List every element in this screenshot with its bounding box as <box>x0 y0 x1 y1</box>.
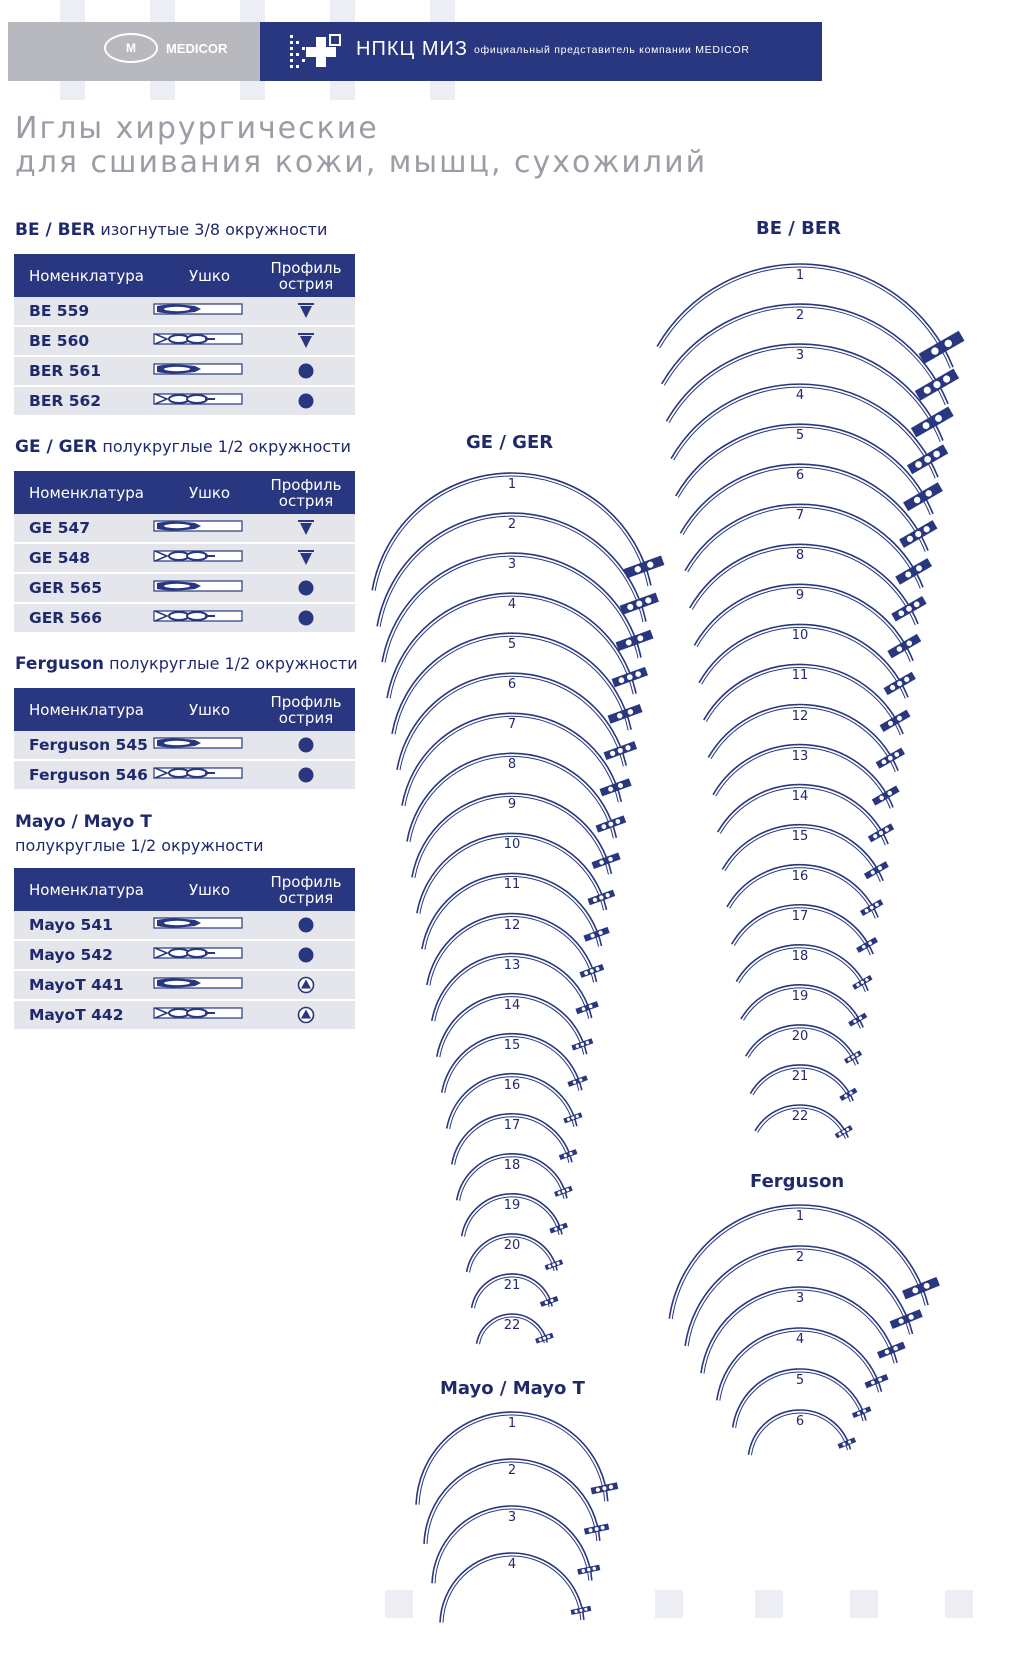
needle-shape <box>382 553 653 663</box>
column-header-profile-line2: острия <box>278 708 334 727</box>
needle-size-label: 10 <box>503 837 521 853</box>
needle-shape <box>432 1506 600 1583</box>
needle-size-label: 20 <box>503 1237 521 1253</box>
product-code: BER 562 <box>29 392 102 410</box>
column-header-eye: Ушко <box>189 700 231 719</box>
needle-size-label: 6 <box>795 1414 805 1429</box>
needle-size-label: 12 <box>503 917 521 933</box>
needle-size-label: 11 <box>791 668 809 684</box>
needle-shape <box>676 424 943 515</box>
needle-size-label: 22 <box>791 1109 809 1124</box>
product-code: GE 547 <box>29 519 91 537</box>
needle-size-label: 3 <box>795 348 805 364</box>
column-header-eye: Ушко <box>189 483 231 502</box>
product-code: GER 566 <box>29 609 102 627</box>
product-code: Mayo 542 <box>29 946 113 964</box>
column-header-eye: Ушко <box>189 880 231 899</box>
needle-size-label: 3 <box>795 1291 805 1306</box>
needle-size-label: 4 <box>795 388 805 404</box>
column-header-profile-line2: острия <box>278 888 334 907</box>
needle-size-label: 7 <box>507 717 517 733</box>
needle-size-label: 13 <box>503 957 521 973</box>
column-header-nomenclature: Номенклатура <box>29 266 144 285</box>
column-header-nomenclature: Номенклатура <box>29 483 144 502</box>
needle-size-label: 18 <box>791 948 809 964</box>
section-name: Ferguson <box>15 654 105 674</box>
needle-shape <box>424 1459 609 1544</box>
needle-size-label: 16 <box>503 1077 521 1093</box>
needle-shape <box>387 593 648 698</box>
needle-size-label: 19 <box>503 1197 521 1213</box>
needle-size-label: 3 <box>507 557 517 573</box>
needle-shape <box>694 584 921 661</box>
needle-size-label: 17 <box>791 908 809 924</box>
needle-size-label: 22 <box>503 1318 521 1333</box>
group-label-be-ber: BE / BER <box>756 218 841 239</box>
needle-size-label: 1 <box>795 1209 805 1224</box>
product-code: Mayo 541 <box>29 916 113 934</box>
needle-shape <box>685 504 932 588</box>
product-code: BER 561 <box>29 362 102 380</box>
needle-size-label: 15 <box>791 828 809 844</box>
needle-size-label: 13 <box>791 748 809 764</box>
needle-size-label: 2 <box>507 1463 517 1478</box>
column-header-profile-line2: острия <box>278 274 334 293</box>
group-label-mayo: Mayo / Mayo T <box>440 1378 585 1399</box>
needle-size-label: 1 <box>795 268 805 283</box>
product-code: GE 548 <box>29 549 91 567</box>
needle-shape <box>666 344 953 442</box>
needle-size-label: 4 <box>507 597 517 613</box>
needle-size-label: 3 <box>507 1510 517 1525</box>
column-header-profile-line1: Профиль <box>270 475 342 494</box>
needle-shape <box>402 713 632 806</box>
page-title-line1: Иглы хирургические <box>15 111 379 146</box>
needle-size-label: 11 <box>503 877 521 893</box>
needle-size-label: 16 <box>791 868 809 884</box>
needle-size-label: 5 <box>795 428 805 444</box>
column-header-profile-line1: Профиль <box>270 258 342 277</box>
needle-shape <box>372 473 664 591</box>
section-name: GE / GER <box>15 437 98 457</box>
needle-size-label: 7 <box>795 508 805 524</box>
needle-size-label: 9 <box>795 588 805 604</box>
needle-size-label: 6 <box>507 677 517 693</box>
product-code: GER 565 <box>29 579 102 597</box>
section-description: полукруглые 1/2 окружности <box>102 437 351 456</box>
needle-size-label: 20 <box>791 1028 809 1044</box>
needle-size-label: 8 <box>795 548 805 564</box>
column-header-profile-line1: Профиль <box>270 692 342 711</box>
section-name: BE / BER <box>15 220 96 240</box>
section-description: полукруглые 1/2 окружности <box>15 836 264 855</box>
needle-size-label: 18 <box>503 1157 521 1173</box>
needle-size-label: 6 <box>795 468 805 484</box>
group-label-ge-ger: GE / GER <box>466 432 554 453</box>
org-name: НПКЦ МИЗ <box>356 38 468 60</box>
product-code: MayoT 442 <box>29 1006 124 1024</box>
group-label-ferguson: Ferguson <box>750 1171 845 1192</box>
section-name: Mayo / Mayo T <box>15 812 152 832</box>
product-code: Ferguson 545 <box>29 736 148 754</box>
needle-size-label: 14 <box>503 997 521 1013</box>
needle-size-label: 5 <box>507 637 517 653</box>
needle-size-label: 1 <box>507 477 517 492</box>
needle-shape <box>397 673 637 773</box>
needle-size-label: 5 <box>795 1373 805 1388</box>
needle-size-label: 2 <box>795 308 805 324</box>
product-code: Ferguson 546 <box>29 766 148 784</box>
org-subtitle: официальный представитель компании MEDICOR <box>474 44 750 56</box>
needle-size-label: 15 <box>503 1037 521 1053</box>
needle-size-label: 2 <box>507 517 517 533</box>
needle-size-label: 8 <box>507 757 517 773</box>
needle-size-label: 14 <box>791 788 809 804</box>
needle-size-label: 21 <box>503 1277 521 1293</box>
needle-size-label: 1 <box>507 1416 517 1431</box>
needle-size-label: 19 <box>791 988 809 1004</box>
page-title-line2: для сшивания кожи, мышц, сухожилий <box>15 145 708 180</box>
column-header-eye: Ушко <box>189 266 231 285</box>
section-description: полукруглые 1/2 окружности <box>109 654 358 673</box>
medicor-logo-text: MEDICOR <box>166 40 228 56</box>
needle-size-label: 21 <box>791 1068 809 1084</box>
needle-size-label: 12 <box>791 708 809 724</box>
needle-size-label: 9 <box>507 797 517 813</box>
column-header-nomenclature: Номенклатура <box>29 700 144 719</box>
needle-shape <box>407 753 626 842</box>
column-header-nomenclature: Номенклатура <box>29 880 144 899</box>
section-description: изогнутые 3/8 окружности <box>100 220 328 239</box>
needle-shape <box>657 264 964 368</box>
needle-size-label: 4 <box>795 1332 805 1347</box>
needle-shape <box>412 793 621 877</box>
column-header-profile-line1: Профиль <box>270 872 342 891</box>
needle-shape <box>662 304 959 405</box>
needle-size-label: 17 <box>503 1117 521 1133</box>
medicor-logo-mark: M <box>104 33 158 63</box>
product-code: BE 559 <box>29 302 90 320</box>
needle-size-label: 4 <box>507 1557 517 1572</box>
needle-size-label: 2 <box>795 1250 805 1265</box>
needle-size-label: 10 <box>791 628 809 644</box>
product-code: BE 560 <box>29 332 90 350</box>
product-code: MayoT 441 <box>29 976 124 994</box>
column-header-profile-line2: острия <box>278 491 334 510</box>
